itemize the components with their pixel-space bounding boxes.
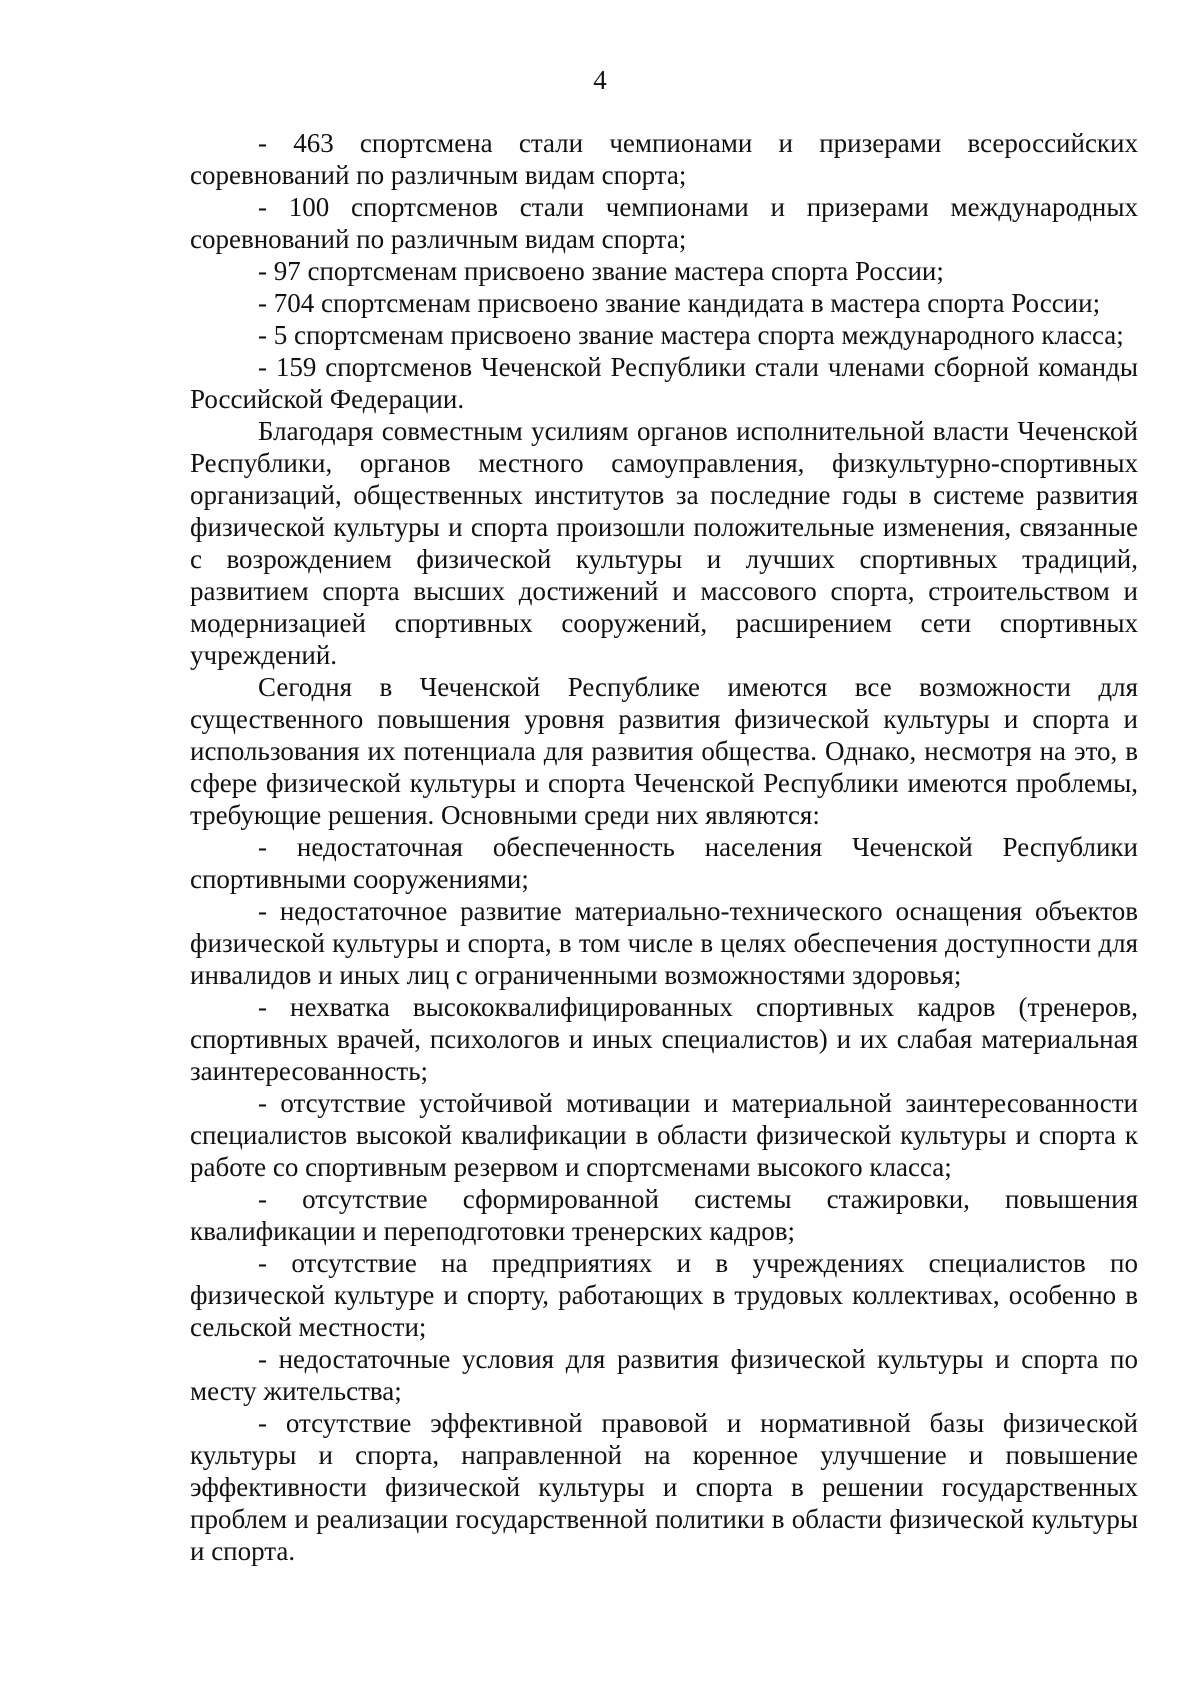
list-item-international-masters: - 5 спортсменам присвоено звание мастера спорта международного класса;	[258, 320, 1124, 350]
list-item-masters-of-sport: - 97 спортсменам присвоено звание мастера спорта России;	[258, 256, 944, 286]
list-item-motivation-lack: - отсутствие устойчивой мотивации и материальной заинтересованности специалистов высокой квалификации в области физической культуры и спорта к работе со спортивным резервом и спортсменами высокого класса;	[190, 1088, 1138, 1182]
list-item-candidates-master: - 704 спортсменам присвоено звание кандидата в мастера спорта России;	[258, 288, 1101, 318]
page-number: 4	[593, 65, 607, 95]
list-item-training-system: - отсутствие сформированной системы стажировки, повышения квалификации и переподготовки тренерских кадров;	[190, 1184, 1138, 1246]
list-item-national-medalists: - 463 спортсмена стали чемпионами и призерами всероссийских соревнований по различным видам спорта;	[190, 128, 1138, 190]
list-item-workplace-specialists: - отсутствие на предприятиях и в учреждениях специалистов по физической культуре и спорту, работающих в трудовых коллективах, особенно в сельской местности;	[190, 1248, 1138, 1342]
list-item-legal-base: - отсутствие эффективной правовой и нормативной базы физической культуры и спорта, направленной на коренное улучшение и повышение эффективности физической культуры и спорта в решении государственных проблем и реализации государственной политики в области физической культуры и спорта.	[190, 1408, 1138, 1566]
list-item-staff-shortage: - нехватка высококвалифицированных спортивных кадров (тренеров, спортивных врачей, психологов и иных специалистов) и их слабая материальная заинтересованность;	[190, 992, 1138, 1086]
list-item-equipment-shortage: - недостаточное развитие материально-технического оснащения объектов физической культуры и спорта, в том числе в целях обеспечения доступности для инвалидов и иных лиц с ограниченными возможностями здоровья;	[190, 896, 1138, 990]
paragraph-problems-intro: Сегодня в Чеченской Республике имеются все возможности для существенного повышения уровня развития физической культуры и спорта и использования их потенциала для развития общества. Однако, несмотря на это, в сфере физической культуры и спорта Чеченской Республики имеются проблемы, требующие решения. Основными среди них являются:	[190, 672, 1138, 830]
paragraph-achievements: Благодаря совместным усилиям органов исполнительной власти Чеченской Республики, органов местного самоуправления, физкультурно-спортивных организаций, общественных институтов за последние годы в системе развития физической культуры и спорта произошли положительные изменения, связанные с возрождением физической культуры и лучших спортивных традиций, развитием спорта высших достижений и массового спорта, строительством и модернизацией спортивных сооружений, расширением сети спортивных учреждений.	[190, 416, 1138, 670]
list-item-national-team-members: - 159 спортсменов Чеченской Республики стали членами сборной команды Российской Федерации.	[190, 352, 1138, 414]
list-item-international-medalists: - 100 спортсменов стали чемпионами и призерами международных соревнований по различным видам спорта;	[190, 192, 1138, 254]
list-item-facilities-shortage: - недостаточная обеспеченность населения Чеченской Республики спортивными сооружениями;	[190, 832, 1138, 894]
list-item-residential-conditions: - недостаточные условия для развития физической культуры и спорта по месту жительства;	[190, 1344, 1138, 1406]
page-body	[190, 127, 1138, 1567]
